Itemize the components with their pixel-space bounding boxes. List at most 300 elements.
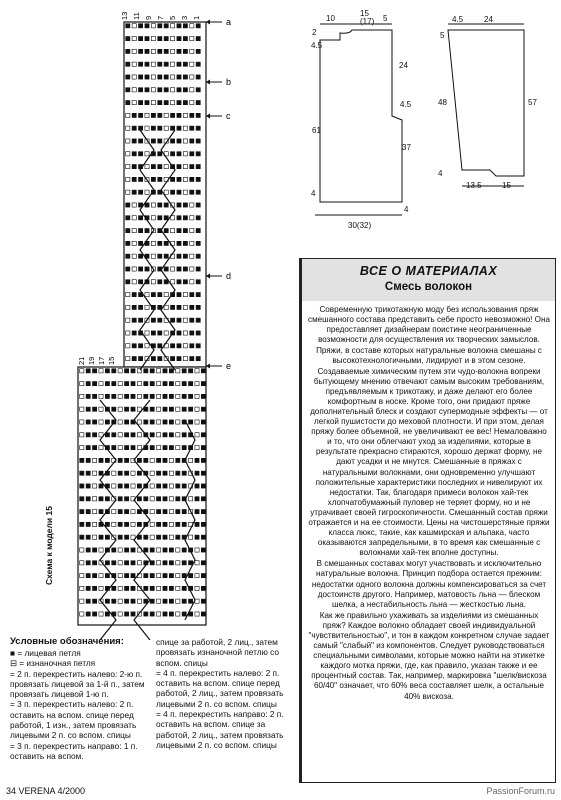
chart-cell [176, 471, 180, 475]
chart-cell [176, 407, 180, 411]
chart-cell [93, 574, 97, 578]
chart-cell [150, 433, 154, 437]
chart-cell [86, 369, 90, 373]
chart-cell [196, 357, 200, 361]
chart-cell [125, 535, 129, 539]
chart-cell [93, 510, 97, 514]
chart-cell [118, 407, 122, 411]
chart-cell [93, 458, 97, 462]
chart-cell [126, 267, 130, 271]
chart-cell [93, 522, 97, 526]
chart-cell [157, 548, 161, 552]
row-arrow [206, 274, 210, 279]
chart-cell [176, 420, 180, 424]
chart-cell [157, 612, 161, 616]
row-mark: b [226, 77, 232, 87]
chart-cell [157, 535, 161, 539]
chart-cell [195, 407, 199, 411]
chart-cell [126, 331, 130, 335]
chart-cell [125, 586, 129, 590]
chart-cell [182, 612, 186, 616]
chart-cell [176, 484, 180, 488]
chart-cell [118, 586, 122, 590]
chart-cell [118, 382, 122, 386]
chart-cell [157, 599, 161, 603]
chart-cell [183, 305, 187, 309]
chart-cell [86, 394, 90, 398]
column-number: 7 [156, 15, 165, 20]
chart-cell [105, 561, 109, 565]
chart-cell [145, 331, 149, 335]
row-arrow [206, 364, 210, 369]
chart-cell [177, 267, 181, 271]
measurement-label: 4 [438, 169, 443, 178]
chart-cell [105, 420, 109, 424]
chart-cell [182, 548, 186, 552]
chart-cell [151, 280, 155, 284]
chart-cell [150, 394, 154, 398]
chart-cell [201, 612, 205, 616]
materials-article [299, 258, 556, 783]
chart-cell [163, 420, 167, 424]
chart-cell [182, 446, 186, 450]
chart-cell [196, 293, 200, 297]
chart-caption: Схема к модели 15 [44, 506, 54, 585]
chart-cell [93, 586, 97, 590]
chart-cell [118, 574, 122, 578]
chart-cell [189, 497, 193, 501]
chart-cell [86, 548, 90, 552]
chart-cell [126, 280, 130, 284]
chart-cell [182, 522, 186, 526]
chart-cell [126, 293, 130, 297]
chart-cell [118, 433, 122, 437]
measurement-label: 24 [399, 61, 408, 70]
chart-cell [150, 446, 154, 450]
chart-cell [201, 471, 205, 475]
chart-cell [177, 305, 181, 309]
chart-cell [196, 318, 200, 322]
legend-item: ■ = лицевая петля [10, 648, 81, 658]
chart-cell [201, 586, 205, 590]
chart-cell [183, 280, 187, 284]
chart-cell [126, 305, 130, 309]
chart-cell [93, 420, 97, 424]
chart-cell [112, 484, 116, 488]
chart-cell [157, 497, 161, 501]
chart-cell [163, 522, 167, 526]
chart-cell [158, 318, 162, 322]
chart-cell [201, 433, 205, 437]
chart-cell [99, 574, 103, 578]
chart-cell [190, 318, 194, 322]
chart-cell [137, 522, 141, 526]
chart-cell [118, 522, 122, 526]
chart-cell [201, 484, 205, 488]
chart-cell [80, 484, 84, 488]
chart-cell [118, 394, 122, 398]
chart-cell [157, 586, 161, 590]
chart-cell [195, 548, 199, 552]
chart-cell [177, 331, 181, 335]
measurement-label: 2 [312, 28, 317, 37]
chart-cell [80, 497, 84, 501]
chart-cell [131, 446, 135, 450]
chart-cell [93, 382, 97, 386]
chart-cell [176, 612, 180, 616]
chart-cell [169, 599, 173, 603]
chart-cell [86, 458, 90, 462]
legend-item: = 4 п. перекрестить направо: 2 п. оставить на вспом. спице за работой, 2 лиц., затем провязать лицевыми 2 п. со вспом. спицы [156, 709, 284, 750]
watermark: PassionForum.ru [486, 786, 555, 796]
chart-cell [139, 357, 143, 361]
chart-cell [158, 344, 162, 348]
chart-cell [99, 586, 103, 590]
chart-cell [157, 394, 161, 398]
chart-cell [150, 599, 154, 603]
chart-cell [158, 331, 162, 335]
chart-cell [158, 293, 162, 297]
chart-cell [86, 407, 90, 411]
chart-cell [112, 561, 116, 565]
chart-cell [86, 471, 90, 475]
chart-cell [163, 446, 167, 450]
column-number: 11 [132, 12, 141, 20]
article-paragraph: Пряжи, в составе которых натуральные волокна смешаны с высокотехнологичными, лидируют и в этом сезоне. Создаваемые химическим путем эти чудо-волокна вопреки бытующему мнению отвечают самым высоким требованиям, предъявляемым к трикотажу, и даже делают его более комфортным в носке. Кроме того, они придают пряже дополнительный блеск и создают супермодные эффекты — от легкой пушистости до меховой плотности. И при этом, делая пряжу более объемной, не увеличивают ее вес! Немаловажно и то, что они облегчают уход за изделиями, которые в результате прекрасно стираются, хорошо держат форму, не дают усадки и не мнутся. Смешанные в пряжах с натуральными волокнами, они одновременно улучшают положительные характеристики последних и нивелируют их недостатки. Так, благодаря примеси волокон хай-тек хлопчатобумажный пуловер не теряет форму, но и не утрачивает своей гигроскопичности. Смешанный состав пряжи отражается и на ее стоимости. Цены на чистошерстяные пряжи класса люкс, такие, как кашмирская и альпака, часто оказываются запредельными, в то время как смешанные с волокнами хай-тек вполне доступны. [308, 346, 550, 558]
chart-cell [163, 382, 167, 386]
chart-cell [139, 280, 143, 284]
chart-cell [190, 267, 194, 271]
legend-column-2 [156, 637, 301, 750]
chart-cell [80, 369, 84, 373]
chart-cell [201, 458, 205, 462]
chart-cell [189, 561, 193, 565]
chart-cell [176, 599, 180, 603]
chart-cell [86, 382, 90, 386]
chart-cell [137, 510, 141, 514]
chart-cell [163, 510, 167, 514]
chart-cell [169, 458, 173, 462]
chart-cell [169, 420, 173, 424]
chart-cell [112, 394, 116, 398]
measurement-label: 30(32) [348, 221, 372, 230]
chart-cell [171, 280, 175, 284]
chart-cell [112, 522, 116, 526]
legend-item: = 3 п. перекрестить направо: 1 п. оставить на вспом. [10, 740, 138, 761]
chart-cell [144, 420, 148, 424]
chart-cell [150, 586, 154, 590]
chart-cell [201, 574, 205, 578]
chart-cell [195, 458, 199, 462]
chart-cell [158, 357, 162, 361]
chart-cell [93, 407, 97, 411]
chart-cell [125, 394, 129, 398]
chart-cell [80, 382, 84, 386]
chart-cell [177, 357, 181, 361]
chart-cell [144, 458, 148, 462]
chart-cell [137, 382, 141, 386]
chart-cell [150, 407, 154, 411]
measurement-label: 4.5 [311, 41, 323, 50]
article-paragraph: Современную трикотажную моду без использования пряж смешанного состава представить себе просто невозможно! Она предоставляет дизайнерам поистине неограниченные возможности для осуществления их творческих замыслов. [308, 305, 550, 345]
chart-cell [137, 446, 141, 450]
chart-cell [112, 471, 116, 475]
article-paragraph: В смешанных составах могут участвовать и исключительно натуральные волокна. Принцип подбора остается прежним: недостатки одного волокна должны компенсироваться за счет достоинств другого. Например, матовость льна — блеском шелка, а нестабильность льна — жесткостью льна. [311, 559, 547, 609]
chart-cell [201, 407, 205, 411]
chart-cell [112, 548, 116, 552]
chart-cell [93, 446, 97, 450]
chart-cell [171, 267, 175, 271]
chart-cell [105, 522, 109, 526]
chart-cell [150, 420, 154, 424]
chart-cell [86, 561, 90, 565]
chart-cell [125, 612, 129, 616]
chart-cell [195, 382, 199, 386]
chart-cell [163, 471, 167, 475]
measurement-label: 10 [326, 14, 335, 23]
chart-cell [195, 497, 199, 501]
chart-cell [118, 548, 122, 552]
chart-cell [80, 394, 84, 398]
chart-cell [164, 331, 168, 335]
chart-cell [163, 548, 167, 552]
row-mark: c [226, 111, 231, 121]
chart-cell [131, 612, 135, 616]
chart-cell [190, 331, 194, 335]
chart-cell [157, 471, 161, 475]
chart-cell [137, 458, 141, 462]
chart-cell [125, 484, 129, 488]
chart-cell [118, 484, 122, 488]
measurement-label: 48 [438, 98, 447, 107]
chart-cell [132, 357, 136, 361]
garment-schematics [0, 0, 561, 260]
chart-cell [126, 318, 130, 322]
chart-cell [112, 407, 116, 411]
legend-item: ⊟ = изнаночная петля [10, 658, 96, 669]
chart-cell [150, 522, 154, 526]
measurement-label: 4 [311, 189, 316, 198]
chart-cell [131, 407, 135, 411]
chart-cell [176, 369, 180, 373]
chart-cell [80, 446, 84, 450]
chart-cell [163, 407, 167, 411]
chart-cell [86, 420, 90, 424]
legend-item: = 2 п. перекрестить налево: 2-ю п. провязать лицевой за 1-й п., затем провязать лицевой 1-ю п. [10, 668, 145, 700]
chart-cell [163, 561, 167, 565]
chart-cell [157, 484, 161, 488]
chart-cell [169, 484, 173, 488]
column-number: 19 [87, 356, 96, 365]
chart-cell [126, 357, 130, 361]
article-header [302, 259, 555, 301]
chart-cell [190, 357, 194, 361]
column-number: 9 [144, 15, 153, 20]
measurement-label: 5 [440, 31, 445, 40]
measurement-label: 57 [528, 98, 537, 107]
chart-cell [150, 510, 154, 514]
row-mark: a [226, 17, 232, 27]
legend [10, 636, 300, 761]
chart-cell [201, 548, 205, 552]
chart-cell [169, 548, 173, 552]
chart-cell [171, 305, 175, 309]
chart-cell [163, 599, 167, 603]
chart-cell [195, 535, 199, 539]
chart-cell [131, 433, 135, 437]
chart-cell [196, 280, 200, 284]
chart-cell [182, 369, 186, 373]
chart-cell [99, 446, 103, 450]
chart-cell [93, 548, 97, 552]
chart-cell [176, 586, 180, 590]
chart-cell [169, 369, 173, 373]
chart-cell [150, 458, 154, 462]
chart-cell [105, 599, 109, 603]
chart-cell [190, 293, 194, 297]
chart-cell [196, 331, 200, 335]
chart-cell [157, 561, 161, 565]
article-subtitle: Смесь волокон [384, 281, 473, 293]
measurement-label: 61 [312, 126, 321, 135]
legend-column-1 [10, 648, 152, 761]
chart-cell [118, 420, 122, 424]
chart-cell [80, 561, 84, 565]
chart-cell [125, 561, 129, 565]
chart-cell [183, 344, 187, 348]
measurement-label: 4.5 [452, 15, 464, 24]
chart-cell [131, 574, 135, 578]
chart-cell [80, 574, 84, 578]
chart-cell [125, 369, 129, 373]
chart-cell [169, 522, 173, 526]
chart-cell [182, 471, 186, 475]
chart-cell [196, 344, 200, 348]
chart-cell [169, 510, 173, 514]
chart-cell [201, 510, 205, 514]
chart-cell [137, 484, 141, 488]
chart-cell [195, 471, 199, 475]
row-mark: e [226, 361, 232, 371]
chart-cell [157, 574, 161, 578]
measurement-label: 15 [360, 9, 369, 18]
chart-cell [86, 446, 90, 450]
chart-cell [139, 267, 143, 271]
chart-cell [86, 612, 90, 616]
chart-cell [118, 561, 122, 565]
chart-cell [171, 318, 175, 322]
chart-cell [99, 510, 103, 514]
column-number: 3 [180, 15, 189, 20]
chart-cell [189, 458, 193, 462]
chart-cell [137, 420, 141, 424]
chart-cell [99, 394, 103, 398]
article-body [308, 305, 550, 703]
chart-cell [131, 484, 135, 488]
chart-cell [182, 433, 186, 437]
chart-cell [171, 357, 175, 361]
chart-cell [112, 382, 116, 386]
chart-cell [195, 586, 199, 590]
chart-cell [144, 535, 148, 539]
chart-cell [86, 586, 90, 590]
chart-cell [151, 293, 155, 297]
chart-cell [189, 394, 193, 398]
chart-cell [131, 561, 135, 565]
chart-cell [150, 561, 154, 565]
chart-cell [144, 548, 148, 552]
chart-cell [144, 382, 148, 386]
measurement-label: (17) [360, 17, 375, 26]
chart-cell [176, 458, 180, 462]
chart-cell [171, 344, 175, 348]
chart-cell [139, 305, 143, 309]
chart-cell [99, 497, 103, 501]
chart-cell [176, 510, 180, 514]
chart-cell [201, 497, 205, 501]
chart-cell [183, 293, 187, 297]
chart-cell [118, 369, 122, 373]
chart-cell [176, 446, 180, 450]
chart-cell [157, 510, 161, 514]
chart-cell [131, 510, 135, 514]
chart-cell [144, 369, 148, 373]
chart-cell [163, 586, 167, 590]
chart-cell [125, 446, 129, 450]
chart-cell [157, 433, 161, 437]
chart-cell [189, 382, 193, 386]
chart-cell [189, 420, 193, 424]
chart-cell [144, 574, 148, 578]
chart-cell [183, 267, 187, 271]
chart-cell [93, 497, 97, 501]
chart-cell [125, 382, 129, 386]
chart-cell [86, 484, 90, 488]
chart-cell [132, 280, 136, 284]
chart-cell [93, 369, 97, 373]
chart-cell [118, 471, 122, 475]
article-title: ВСЕ О МАТЕРИАЛАХ [359, 264, 498, 278]
chart-cell [137, 433, 141, 437]
chart-cell [144, 394, 148, 398]
row-mark: d [226, 271, 232, 281]
chart-cell [112, 369, 116, 373]
chart-cell [195, 574, 199, 578]
chart-cell [195, 420, 199, 424]
chart-cell [201, 369, 205, 373]
chart-cell [177, 318, 181, 322]
chart-cell [196, 267, 200, 271]
chart-cell [125, 497, 129, 501]
chart-cell [195, 522, 199, 526]
chart-cell [145, 305, 149, 309]
chart-cell [182, 394, 186, 398]
chart-cell [80, 471, 84, 475]
chart-cell [176, 522, 180, 526]
chart-cell [201, 522, 205, 526]
measurement-label: 13.5 [466, 181, 482, 190]
chart-cell [169, 394, 173, 398]
chart-cell [86, 497, 90, 501]
chart-cell [163, 458, 167, 462]
chart-cell [137, 599, 141, 603]
legend-item: = 3 п. перекрестить налево: 2 п. оставить на вспом. спице перед работой, 1 изн., затем провязать лицевыми 2 п. со вспом. спицы [10, 699, 137, 741]
chart-cell [195, 446, 199, 450]
chart-cell [118, 612, 122, 616]
measurement-label: 4.5 [400, 100, 412, 109]
chart-cell [150, 612, 154, 616]
chart-cell [99, 535, 103, 539]
